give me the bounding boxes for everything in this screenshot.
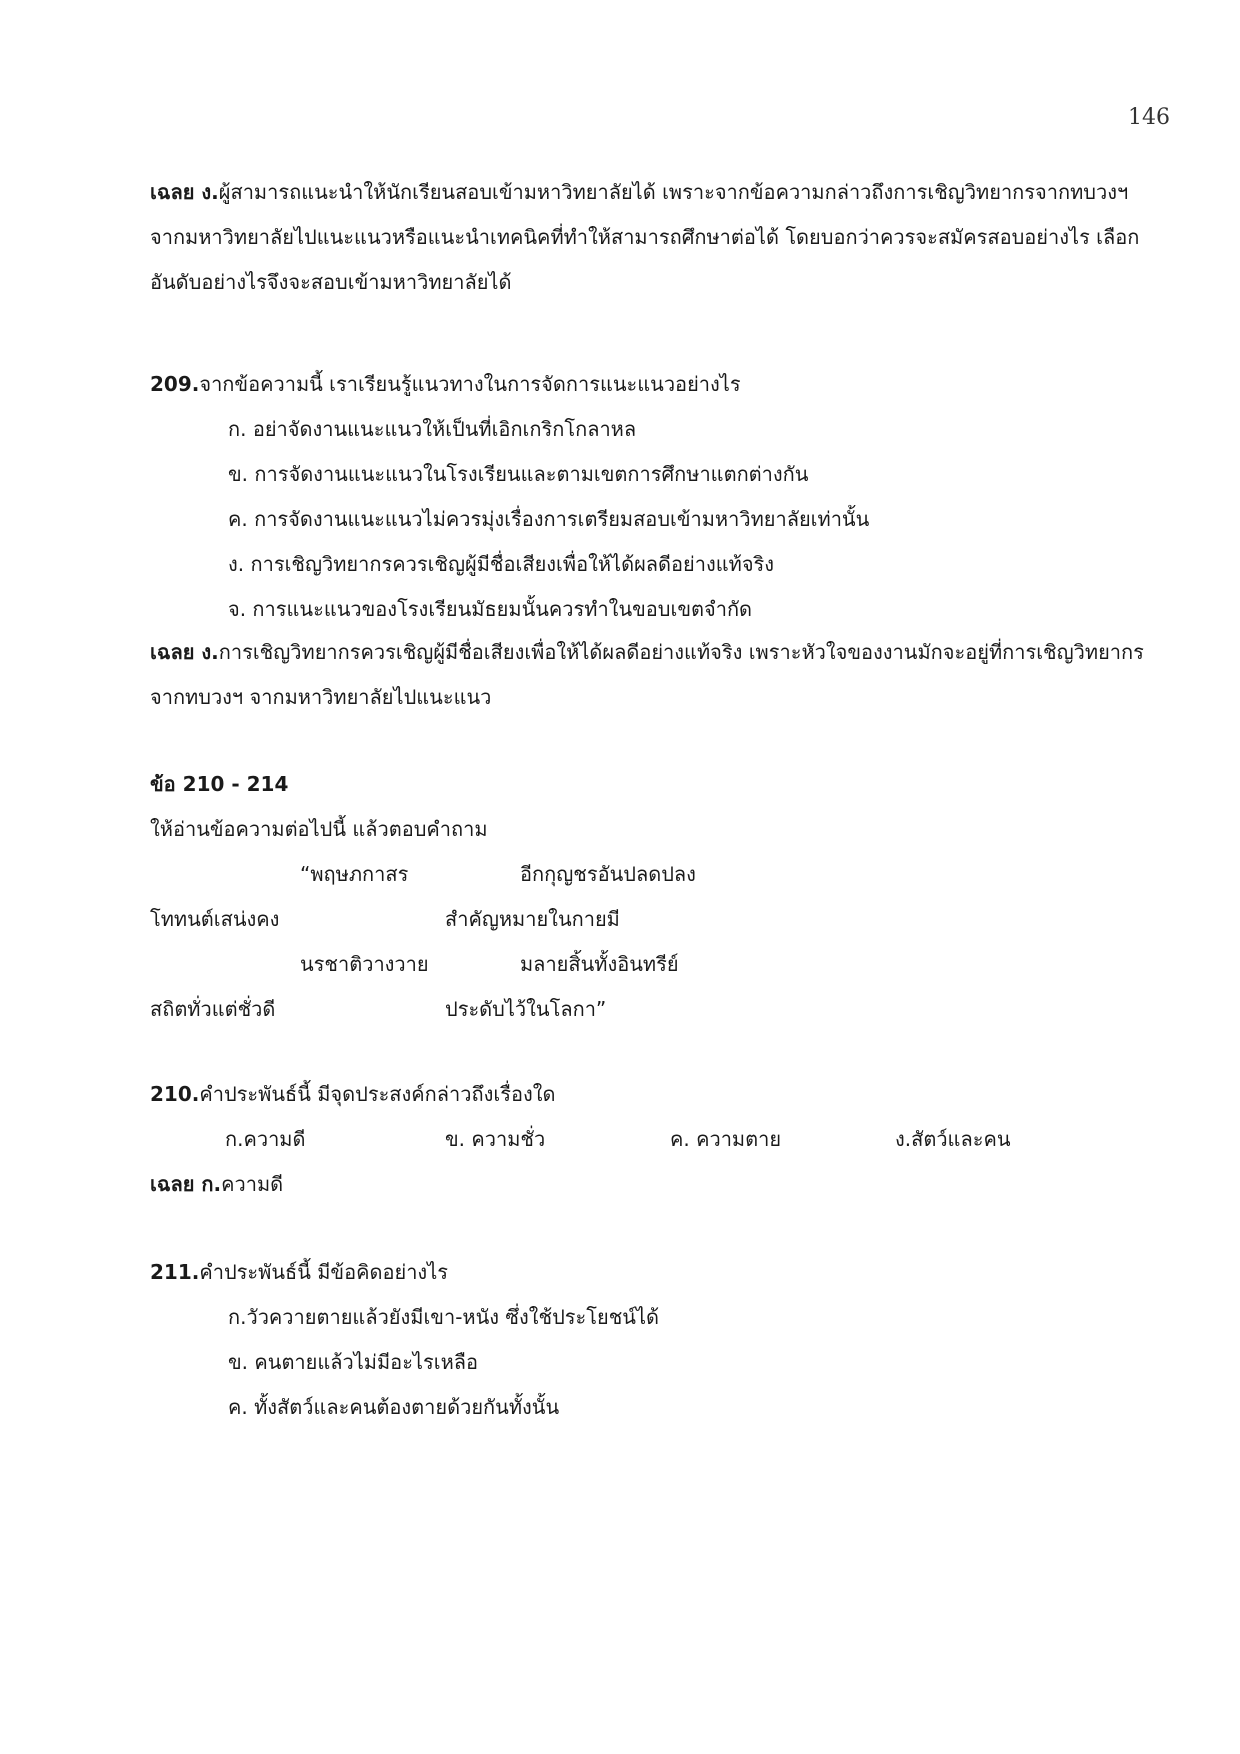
- answer-209-prefix: เฉลย ง.: [150, 640, 219, 664]
- answer-208-prefix: เฉลย ง.: [150, 180, 219, 204]
- question-209-option-1: ก. อย่าจัดงานแนะแนวให้เป็นที่เอิกเกริกโกลาหล: [228, 417, 637, 441]
- question-210-option-1: ก.ความดี: [225, 1127, 306, 1151]
- poem-line-3b: มลายสิ้นทั้งอินทรีย์: [520, 952, 679, 976]
- question-210-text: คำประพันธ์นี้ มีจุดประสงค์กล่าวถึงเรื่องใด: [199, 1082, 556, 1106]
- question-211-option-2: ข. คนตายแล้วไม่มีอะไรเหลือ: [228, 1350, 479, 1374]
- question-210-option-4: ง.สัตว์และคน: [895, 1127, 1011, 1151]
- question-209-option-2: ข. การจัดงานแนะแนวในโรงเรียนและตามเขตการศึกษาแตกต่างกัน: [228, 462, 809, 486]
- answer-208-line-3: อันดับอย่างไรจึงจะสอบเข้ามหาวิทยาลัยได้: [150, 270, 512, 294]
- answer-208-text: ผู้สามารถแนะนำให้นักเรียนสอบเข้ามหาวิทยาลัยได้ เพราะจากข้อความกล่าวถึงการเชิญวิทยากรจากทบวงฯ: [218, 180, 1129, 204]
- poem-line-2a: โททนต์เสน่งคง: [150, 907, 280, 931]
- answer-209-text: การเชิญวิทยากรควรเชิญผู้มีชื่อเสียงเพื่อให้ได้ผลดีอย่างแท้จริง เพราะหัวใจของงานมักจะอยู่ที่การเชิญวิทยากร: [218, 640, 1144, 664]
- question-210: [150, 1080, 555, 1108]
- question-209-text: จากข้อความนี้ เราเรียนรู้แนวทางในการจัดการแนะแนวอย่างไร: [199, 372, 741, 396]
- question-209-option-3: ค. การจัดงานแนะแนวไม่ควรมุ่งเรื่องการเตรียมสอบเข้ามหาวิทยาลัยเท่านั้น: [228, 507, 870, 531]
- answer-208-line-2: จากมหาวิทยาลัยไปแนะแนวหรือแนะนำเทคนิคที่ทำให้สามารถศึกษาต่อได้ โดยบอกว่าควรจะสมัครสอบอย่างไร เลือก: [150, 225, 1140, 249]
- poem-line-1a: “พฤษภกาสร: [300, 862, 409, 886]
- question-211-option-3: ค. ทั้งสัตว์และคนต้องตายด้วยกันทั้งนั้น: [228, 1395, 560, 1419]
- page-number: 146: [1128, 105, 1170, 130]
- question-209-number: 209.: [150, 372, 200, 396]
- poem-line-4b: ประดับไว้ในโลกา”: [445, 997, 607, 1021]
- question-209: [150, 370, 741, 398]
- answer-210-text: ความดี: [221, 1172, 284, 1196]
- answer-210-prefix: เฉลย ก.: [150, 1172, 222, 1196]
- question-211-number: 211.: [150, 1260, 200, 1284]
- answer-210: [150, 1170, 283, 1198]
- question-209-option-5: จ. การแนะแนวของโรงเรียนมัธยมนั้นควรทำในขอบเขตจำกัด: [228, 597, 753, 621]
- question-211-option-1: ก.วัวควายตายแล้วยังมีเขา-หนัง ซึ่งใช้ประโยชน์ได้: [228, 1305, 660, 1329]
- answer-208-line-1: [150, 170, 1170, 215]
- answer-208: [150, 170, 1170, 305]
- section-heading: ข้อ 210 - 214: [150, 772, 289, 796]
- question-211: [150, 1258, 448, 1286]
- poem-line-1b: อีกกุญชรอันปลดปลง: [520, 862, 696, 886]
- answer-209-line-2: จากทบวงฯ จากมหาวิทยาลัยไปแนะแนว: [150, 685, 492, 709]
- question-211-text: คำประพันธ์นี้ มีข้อคิดอย่างไร: [199, 1260, 449, 1284]
- section-instruction: ให้อ่านข้อความต่อไปนี้ แล้วตอบคำถาม: [150, 817, 488, 841]
- answer-209-line-1: [150, 638, 1144, 666]
- question-209-option-4: ง. การเชิญวิทยากรควรเชิญผู้มีชื่อเสียงเพื่อให้ได้ผลดีอย่างแท้จริง: [228, 552, 775, 576]
- question-210-option-2: ข. ความชั่ว: [445, 1127, 546, 1151]
- question-210-option-3: ค. ความตาย: [670, 1127, 782, 1151]
- poem-line-3a: นรชาติวางวาย: [300, 952, 429, 976]
- poem-line-2b: สำคัญหมายในกายมี: [445, 907, 620, 931]
- poem-line-4a: สถิตทั่วแต่ชั่วดี: [150, 997, 276, 1021]
- question-210-number: 210.: [150, 1082, 200, 1106]
